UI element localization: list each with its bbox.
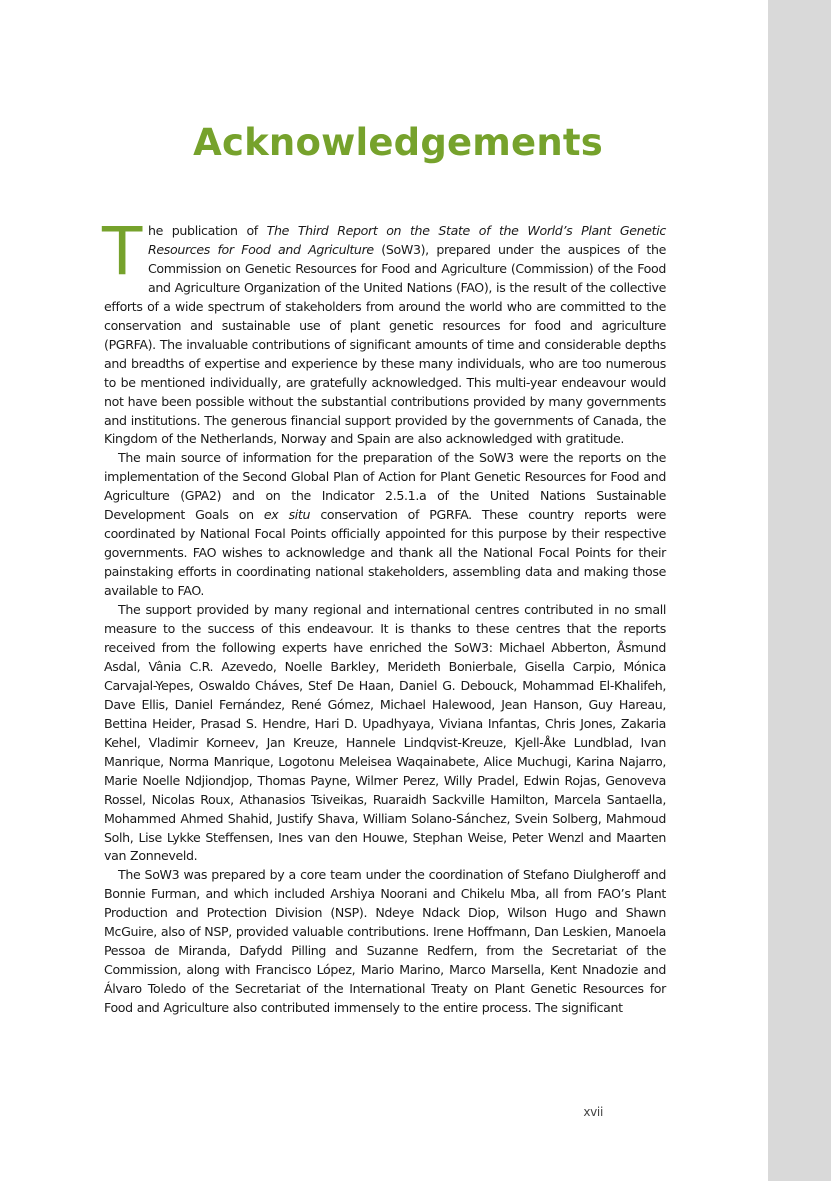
ex-situ-italic: ex situ bbox=[263, 507, 311, 523]
text-segment: The SoW3 was prepared by a core team under the coordination of Stefano Diulgheroff and Bonnie Furman, and which included Arshiya Noorani and Chikelu Mba, all from FAO’s Plant Production and Protection Division (NSP). Ndeye Ndack Diop, Wilson Hugo and Shawn McGuire, also of NSP, provided valuable contributions. Irene Hoffmann, Dan Leskien, Manoela Pessoa de Miranda, Dafydd Pilling and Suzanne Redfern, from the Secretariat of the Commission, along with Francisco López, Mario Marino, Marco Marsella, Kent Nnadozie and Álvaro Toledo of the Secretariat of the International Treaty on Plant Genetic Resources for Food and Agriculture also contributed immensely to the entire process. The significant bbox=[104, 867, 666, 1016]
body-text bbox=[102, 213, 666, 1018]
page-margin-band bbox=[768, 0, 831, 1181]
paragraph-1 bbox=[102, 213, 666, 449]
page-title: Acknowledgements bbox=[193, 120, 603, 164]
text-segment: he publication of bbox=[147, 223, 267, 238]
text-segment: (SoW3), prepared under the auspices of the Commission on Genetic Resources for Food and Agriculture (Commission) of the Food and Agriculture Organization of the United Nations (FAO), is the result of the collective efforts of a wide spectrum of stakeholders from around the world who are committed to the conservation and sustainable use of plant genetic resources for food and agriculture (PGRFA). The invaluable contributions of significant amounts of time and considerable depths and breadths of expertise and experience by these many individuals, who are too numerous to be mentioned individually, are gratefully acknowledged. This multi-year endeavour would not have been possible without the substantial contributions provided by many governments and institutions. The generous financial support provided by the governments of Canada, the Kingdom of the Netherlands, Norway and Spain are also acknowledged with gratitude. bbox=[104, 241, 666, 447]
paragraph-3 bbox=[104, 601, 666, 866]
page-number: xvii bbox=[583, 1105, 603, 1119]
drop-cap: T bbox=[102, 213, 142, 290]
text-segment: The main source of information for the preparation of the SoW3 were the reports on the implementation of the Second Global Plan of Action for Plant Genetic Resources for Food and Agriculture (GPA2) and on the Indicator 2.5.1.a of the United Nations Sustainable Development Goals on bbox=[104, 450, 666, 523]
report-title-italic: The Third Report on the State of the World’s Plant Genetic Resources for Food and Agriculture bbox=[147, 223, 666, 257]
text-segment: The support provided by many regional and international centres contributed in no small measure to the success of this endeavour. It is thanks to these centres that the reports received from the following experts have enriched the SoW3: Michael Abberton, Åsmund Asdal, Vânia C.R. Azevedo, Noelle Barkley, Merideth Bonierbale, Gisella Carpio, Mónica Carvajal-Yepes, Oswaldo Cháves, Stef De Haan, Daniel G. Debouck, Mohammad El-Khalifeh, Dave Ellis, Daniel Fernández, René Gómez, Michael Halewood, Jean Hanson, Guy Hareau, Bettina Heider, Prasad S. Hendre, Hari D. Upadhyaya, Viviana Infantas, Chris Jones, Zakaria Kehel, Vladimir Korneev, Jan Kreuze, Hannele Lindqvist-Kreuze, Kjell-Åke Lundblad, Ivan Manrique, Norma Manrique, Logotonu Meleisea Waqainabete, Alice Muchugi, Karina Najarro, Marie Noelle Ndjiondjop, Thomas Payne, Wilmer Perez, Willy Pradel, Edwin Rojas, Genoveva Rossel, Nicolas Roux, Athanasios Tsiveikas, Ruaraidh Sackville Hamilton, Marcela Santaella, Mohammed Ahmed Shahid, Justify Shava, William Solano-Sánchez, Svein Solberg, Mahmoud Solh, Lise Lykke Steffensen, Ines van den Houwe, Stephan Weise, Peter Wenzl and Maarten van Zonneveld. bbox=[104, 602, 666, 864]
paragraph-4 bbox=[104, 866, 666, 1018]
text-segment: conservation of PGRFA. These country reports were coordinated by National Focal Points officially appointed for this purpose by their respective governments. FAO wishes to acknowledge and thank all the National Focal Points for their painstaking efforts in coordinating national stakeholders, assembling data and making those available to FAO. bbox=[104, 507, 666, 599]
paragraph-2 bbox=[104, 449, 666, 601]
